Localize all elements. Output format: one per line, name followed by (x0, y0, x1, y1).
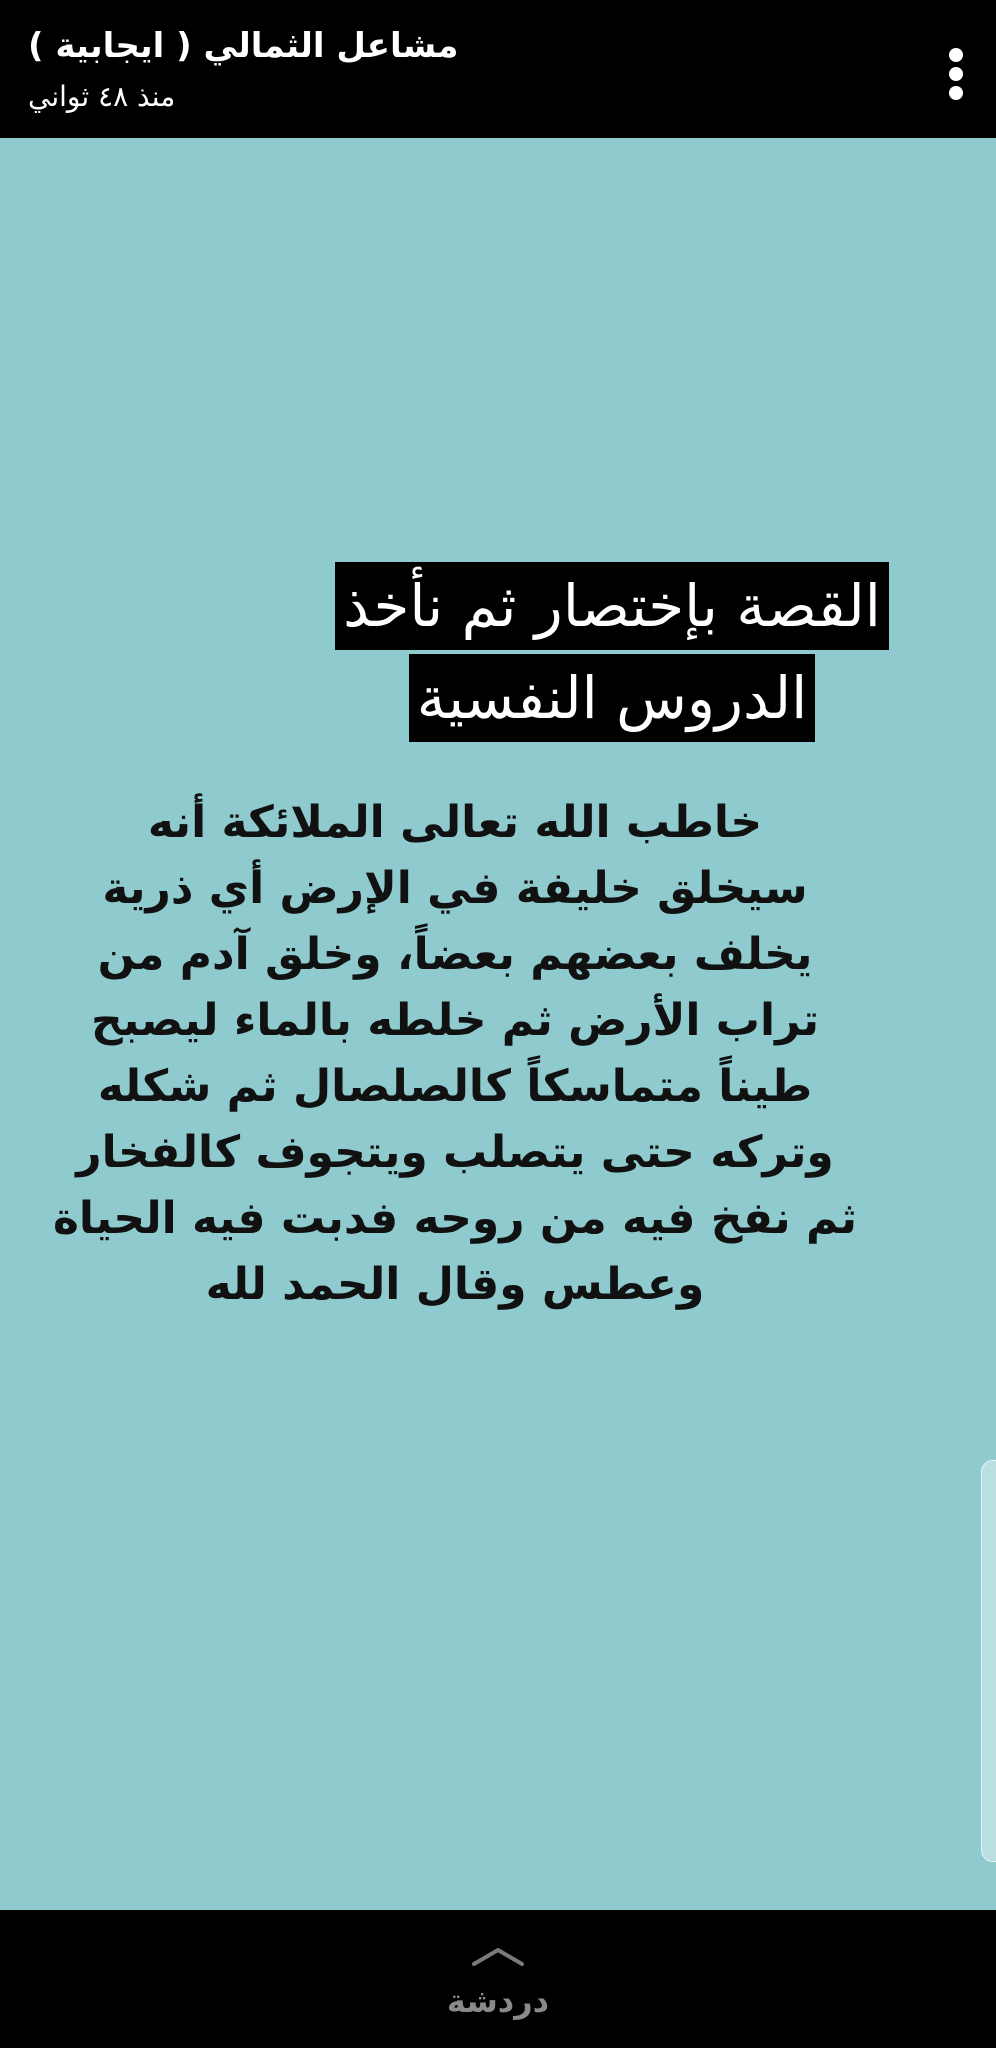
story-text-line: يخلف بعضهم بعضاً، وخلق آدم من (97, 929, 813, 980)
story-text-line: وعطس وقال الحمد لله (205, 1259, 705, 1310)
story-text-line: طيناً متماسكاً كالصلصال ثم شكله (97, 1061, 813, 1112)
chevron-up-icon[interactable] (470, 1942, 526, 1970)
chat-label[interactable]: دردشة (446, 1982, 550, 2020)
caption-line: الدروس النفسية (409, 654, 815, 742)
story-text-line: وتركه حتى يتصلب ويتجوف كالفخار (76, 1127, 834, 1178)
story-text-line: سيخلق خليفة في الإرض أي ذرية (102, 863, 808, 914)
story-text-line: تراب الأرض ثم خلطه بالماء ليصبح (91, 995, 819, 1046)
story-caption (300, 562, 924, 742)
story-text-line: ثم نفخ فيه من روحه فدبت فيه الحياة (52, 1193, 858, 1244)
more-vertical-icon (949, 48, 963, 62)
more-options-button[interactable] (934, 36, 978, 112)
chat-bar[interactable] (0, 1910, 996, 2048)
story-text-line: خاطب الله تعالى الملائكة أنه (147, 797, 763, 848)
more-vertical-icon-dot (949, 86, 963, 100)
more-vertical-icon-dot (949, 67, 963, 81)
side-edge-handle[interactable] (981, 1460, 996, 1862)
user-name[interactable]: مشاعل الثمالي ( ايجابية ) (28, 26, 459, 66)
story-text (40, 790, 870, 1318)
caption-line: القصة بإختصار ثم نأخذ (335, 562, 889, 650)
timestamp: منذ ٤٨ ثواني (28, 80, 176, 113)
story-header (0, 0, 996, 138)
